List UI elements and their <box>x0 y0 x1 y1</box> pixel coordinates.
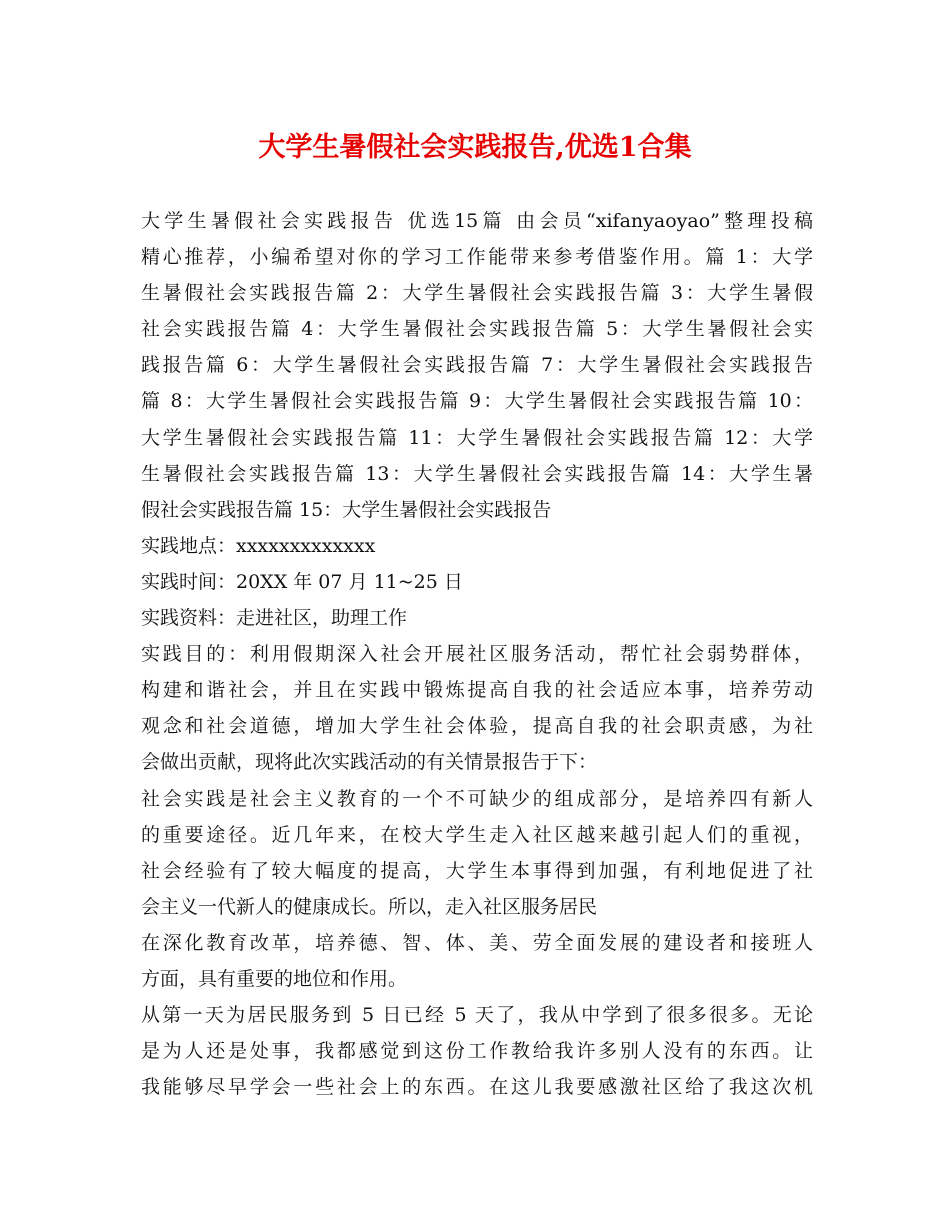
body-text-line: 践报告篇 6：大学生暑假社会实践报告篇 7：大学生暑假社会实践报告 <box>141 354 813 377</box>
body-text-line: 社会经验有了较大幅度的提高，大学生本事得到加强，有利地促进了社 <box>141 859 813 882</box>
body-text-line: 从第一天为居民服务到 5 日已经 5 天了，我从中学到了很多很多。无论 <box>141 1004 813 1027</box>
body-text-line: 在深化教育改革，培养德、智、体、美、劳全面发展的建设者和接班人 <box>141 931 813 954</box>
body-text-line: 的重要途径。近几年来，在校大学生走入社区越来越引起人们的重视， <box>141 823 813 846</box>
body-text-line: 观念和社会道德，增加大学生社会体验，提高自我的社会职责感，为社 <box>141 715 813 738</box>
body-text-line: 构建和谐社会，并且在实践中锻炼提高自我的社会适应本事，培养劳动 <box>141 679 813 702</box>
body-text-line: 生暑假社会实践报告篇 13：大学生暑假社会实践报告篇 14：大学生暑 <box>141 462 813 485</box>
body-text-line: 是为人还是处事，我都感觉到这份工作教给我许多别人没有的东西。让 <box>141 1040 813 1063</box>
body-text-line: 社会实践是社会主义教育的一个不可缺少的组成部分，是培养四有新人 <box>141 787 813 810</box>
body-text-line: 假社会实践报告篇 15：大学生暑假社会实践报告 <box>141 498 552 521</box>
document-title: 大学生暑假社会实践报告,优选1合集 <box>258 132 692 163</box>
body-text-line: 实践资料：走进社区，助理工作 <box>141 607 408 630</box>
body-text-line: 会主义一代新人的健康成长。所以，走入社区服务居民 <box>141 895 598 918</box>
body-text-line: 我能够尽早学会一些社会上的东西。在这儿我要感激社区给了我这次机 <box>141 1076 813 1099</box>
body-text-line: 大学生暑假社会实践报告 优选15篇 由会员“xifanyaoyao”整理投稿 <box>141 210 813 232</box>
body-text-line: 生暑假社会实践报告篇 2：大学生暑假社会实践报告篇 3：大学生暑假 <box>141 282 813 305</box>
body-text-line: 实践目的：利用假期深入社会开展社区服务活动，帮忙社会弱势群体， <box>141 643 813 666</box>
body-text-line: 社会实践报告篇 4：大学生暑假社会实践报告篇 5：大学生暑假社会实 <box>141 318 813 341</box>
body-text-line: 大学生暑假社会实践报告篇 11：大学生暑假社会实践报告篇 12：大学 <box>141 426 813 449</box>
body-text-line: 实践地点：xxxxxxxxxxxxx <box>141 534 376 557</box>
body-text-line: 精心推荐，小编希望对你的学习工作能带来参考借鉴作用。篇 1：大学 <box>141 246 813 269</box>
body-text-line: 实践时间：20XX 年 07 月 11~25 日 <box>141 570 463 593</box>
body-text-line: 方面，具有重要的地位和作用。 <box>141 967 408 990</box>
body-text-line: 会做出贡献，现将此次实践活动的有关情景报告于下： <box>141 751 598 774</box>
document-body <box>141 203 813 1105</box>
body-text-line: 篇 8：大学生暑假社会实践报告篇 9：大学生暑假社会实践报告篇 10： <box>141 390 813 413</box>
